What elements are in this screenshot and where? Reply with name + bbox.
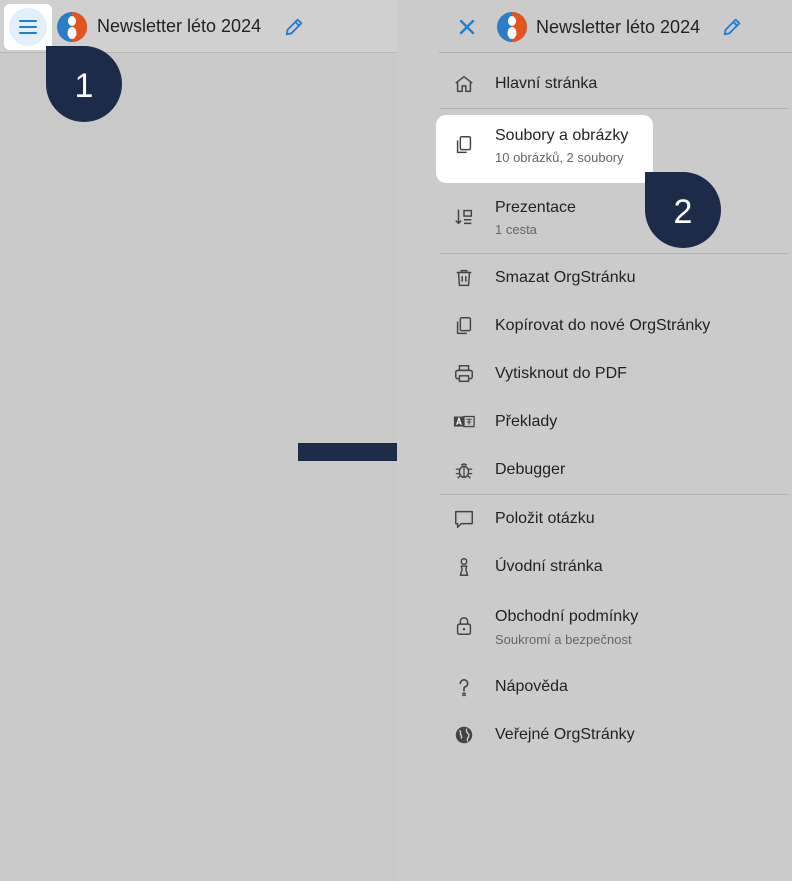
home-icon xyxy=(453,73,475,95)
globe-icon xyxy=(453,724,475,746)
step-callout-2 xyxy=(645,172,721,248)
hamburger-icon xyxy=(19,20,37,34)
intro-figure-icon xyxy=(453,556,475,578)
printer-icon xyxy=(453,363,475,385)
menu-item-files-label: Soubory a obrázky xyxy=(495,127,629,144)
divider xyxy=(439,108,789,109)
drawer-menu xyxy=(397,0,792,881)
step-callout-1 xyxy=(46,46,122,122)
files-icon xyxy=(453,134,475,156)
menu-item-public-label: Veřejné OrgStránky xyxy=(495,726,635,743)
menu-item-files-sub: 10 obrázků, 2 soubory xyxy=(495,150,624,165)
menu-item-presentation-sub: 1 cesta xyxy=(495,222,537,237)
menu-item-delete[interactable] xyxy=(439,254,789,302)
menu-item-ask[interactable] xyxy=(439,495,789,543)
question-icon xyxy=(453,676,475,698)
menu-button[interactable] xyxy=(9,8,47,46)
menu-item-files[interactable] xyxy=(439,118,789,180)
menu-item-home-label: Hlavní stránka xyxy=(495,75,598,92)
chat-icon xyxy=(453,508,475,530)
menu-item-help[interactable] xyxy=(439,663,789,711)
menu-item-presentation[interactable] xyxy=(439,190,789,252)
orgpage-logo-icon xyxy=(56,11,88,43)
menu-item-terms-sub: Soukromí a bezpečnost xyxy=(495,632,632,647)
menu-item-home[interactable] xyxy=(439,60,789,108)
menu-item-copy-label: Kopírovat do nové OrgStránky xyxy=(495,317,711,334)
menu-item-terms[interactable] xyxy=(439,595,789,657)
presentation-sort-icon xyxy=(453,206,475,228)
step-callout-2-number: 2 xyxy=(673,192,693,231)
menu-item-debugger-label: Debugger xyxy=(495,461,566,478)
lock-icon xyxy=(453,615,475,637)
menu-item-public[interactable] xyxy=(439,711,789,759)
page-title: Newsletter léto 2024 xyxy=(97,16,262,36)
menu-item-help-label: Nápověda xyxy=(495,678,568,695)
copy-icon xyxy=(453,315,475,337)
trash-icon xyxy=(453,267,475,289)
menu-item-delete-label: Smazat OrgStránku xyxy=(495,269,636,286)
drawer-page-title: Newsletter léto 2024 xyxy=(536,17,701,37)
menu-item-presentation-label: Prezentace xyxy=(495,199,576,216)
translate-icon xyxy=(453,411,475,433)
menu-item-print-label: Vytisknout do PDF xyxy=(495,365,627,382)
menu-item-translations[interactable] xyxy=(439,398,789,446)
menu-item-terms-label: Obchodní podmínky xyxy=(495,608,639,625)
step-callout-1-number: 1 xyxy=(74,66,94,105)
menu-item-debugger[interactable] xyxy=(439,446,789,494)
menu-item-ask-label: Položit otázku xyxy=(495,510,595,527)
bug-icon xyxy=(453,459,475,481)
menu-item-translations-label: Překlady xyxy=(495,413,558,430)
menu-item-intro[interactable] xyxy=(439,543,789,591)
menu-item-print[interactable] xyxy=(439,350,789,398)
edit-pencil-icon[interactable] xyxy=(283,16,305,38)
menu-item-copy[interactable] xyxy=(439,302,789,350)
menu-item-intro-label: Úvodní stránka xyxy=(495,558,603,575)
